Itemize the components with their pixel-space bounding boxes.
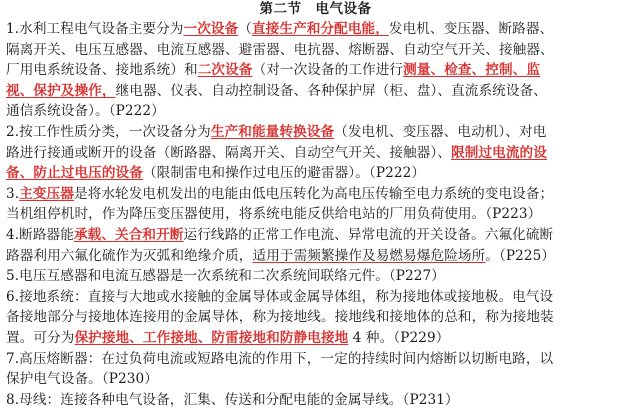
- text-segment: 。（P225）: [485, 247, 556, 264]
- text-segment: 8.母线：连接各种电气设备，汇集、传送和分配电能的金属导线。（P231）: [6, 391, 459, 408]
- text-segment: 路进行接通或断开的设备（断路器、隔离开关、自动空气开关、接触器）、: [6, 144, 452, 161]
- text-line: [6, 369, 625, 390]
- text-line: [6, 81, 625, 102]
- text-segment: 继电器、仪表、自动控制设备、各种保护屏（柜、盘）、直流系统设备、: [115, 82, 547, 99]
- text-segment: 通信系统设备）。（P222）: [6, 103, 165, 120]
- text-line: [6, 19, 625, 40]
- text-segment: 7.高压熔断器：在过负荷电流或短路电流的作用下，一定的持续时间内熔断以切断电路，以: [6, 350, 554, 367]
- text-line: [6, 287, 625, 308]
- highlighted-term: 保护接地、工作接地、防雷接地和防静电接地: [74, 329, 349, 346]
- text-segment: （发电机、变压器、电动机）、对电: [334, 123, 547, 140]
- text-line: [6, 163, 625, 184]
- text-segment: 发电机、变压器、断路器、: [388, 21, 554, 37]
- text-segment: 6.接地系统：直接与大地或水接触的金属导体或金属导体组，称为接地体或接地极。电气设: [6, 288, 554, 305]
- text-segment: 是将水轮发电机发出的电能由低电压转化为高电压传输至电力系统的变电设备；: [73, 185, 554, 202]
- highlighted-term: 测量、检查、控制、监: [403, 62, 541, 79]
- text-line: [6, 246, 625, 267]
- text-segment: （: [238, 21, 252, 37]
- text-line: [6, 204, 625, 225]
- text-segment: 4 种。（P229）: [348, 329, 450, 346]
- text-segment: 厂用电系统设备、接地系统）和: [6, 62, 198, 79]
- text-line: [6, 184, 625, 205]
- highlighted-term: 生产和能量转换设备: [210, 123, 335, 140]
- text-segment: 2.按工作性质分类，一次设备分为: [6, 123, 211, 140]
- section-heading: 第二节 电气设备: [259, 1, 372, 17]
- document-body: [6, 19, 625, 410]
- highlighted-term: 主变压器: [19, 185, 74, 202]
- text-line: [6, 225, 625, 246]
- text-line: [6, 122, 625, 143]
- text-segment: 保护电气设备。（P230）: [6, 371, 158, 388]
- highlighted-term: 限制过电流的设: [451, 144, 547, 161]
- text-line: [6, 307, 625, 328]
- text-segment: 当机组停机时，作为降压变压器使用，将系统电能反供给电站的厂用负荷使用。（P223）: [6, 206, 542, 223]
- text-segment: 1.水利工程电气设备主要分为: [6, 21, 184, 37]
- highlighted-term: 一次设备: [183, 21, 239, 37]
- text-segment: （限制雷电和操作过电压的避雷器）。（P222）: [142, 165, 426, 182]
- text-line: [6, 349, 625, 370]
- text-line: [6, 40, 625, 61]
- text-segment: 备接地部分与接地体连接用的金属导体，称为接地线。接地线和接地体的总和，称为接地装: [6, 309, 554, 326]
- text-segment: 路器利用六氟化硫作为灭弧和绝缘介质，: [6, 247, 253, 264]
- text-segment: 4.断路器能: [6, 226, 74, 243]
- text-segment: 隔离开关、电压互感器、电流互感器、避雷器、电抗器、熔断器、自动空气开关、接触器、: [6, 41, 554, 58]
- highlighted-term: 直接生产和分配电能，: [251, 21, 389, 37]
- text-segment: 置。可分为: [6, 329, 75, 346]
- text-segment: 运行线路的正常工作电流、异常电流的开关设备。六氟化硫断: [183, 226, 554, 243]
- text-line: [6, 60, 625, 81]
- highlighted-term: 视、保护及操作，: [6, 82, 116, 99]
- text-segment: （对一次设备的工作进行: [252, 62, 404, 79]
- text-line: [6, 390, 625, 411]
- highlighted-term: 承载、关合和开断: [73, 226, 184, 243]
- text-line: [6, 101, 625, 122]
- underlined-phrase: 适用于需频繁操作及易燃易爆危险场所: [252, 247, 486, 264]
- text-segment: 5.电压互感器和电流互感器是一次系统和二次系统间联络元件。（P227）: [6, 268, 445, 285]
- text-line: [6, 266, 625, 287]
- text-line: [6, 143, 625, 164]
- highlighted-term: 二次设备: [197, 62, 253, 79]
- highlighted-term: 备、防止过电压的设备: [6, 165, 143, 182]
- text-line: [6, 328, 625, 349]
- text-segment: 3.: [6, 185, 20, 202]
